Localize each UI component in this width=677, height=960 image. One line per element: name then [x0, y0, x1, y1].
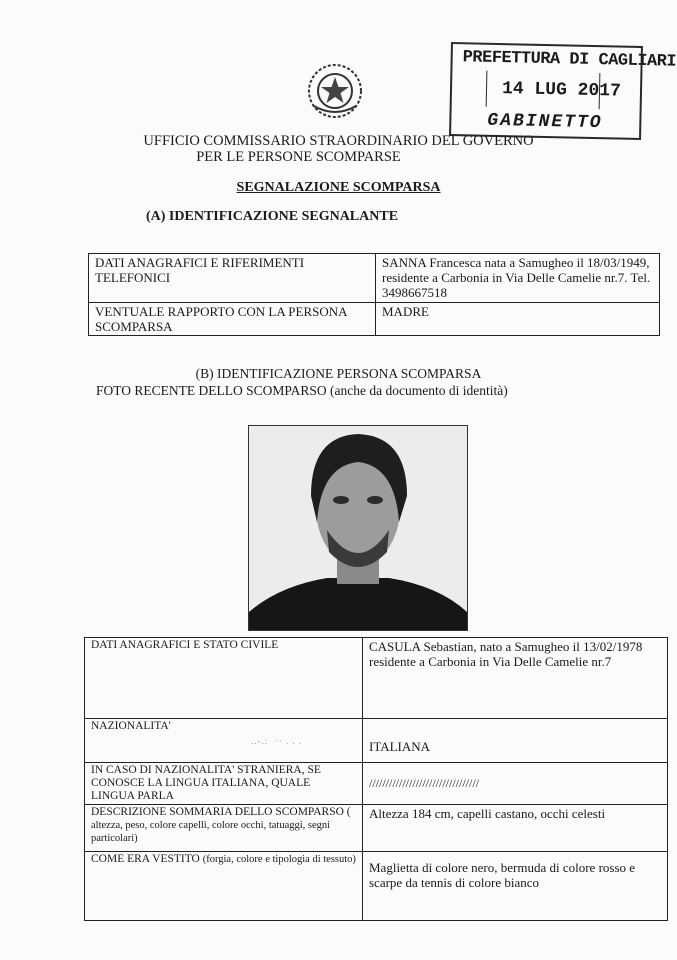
- section-b-title: (B) IDENTIFICAZIONE PERSONA SCOMPARSA: [195, 366, 482, 381]
- relationship-value: MADRE: [376, 303, 660, 336]
- description-label: DESCRIZIONE SOMMARIA DELLO SCOMPARSO (: [91, 806, 351, 818]
- clothing-label-detail: (forgia, colore e tipologia di tessuto): [202, 854, 356, 865]
- description-label-cell: [85, 805, 363, 852]
- civil-status-value: CASULA Sebastian, nato a Samugheo il 13/02/1978 residente a Carbonia in Via Delle Camelie nr.7: [363, 638, 668, 719]
- photo-caption: FOTO RECENTE DELLO SCOMPARSO (anche da documento di identità): [96, 383, 508, 398]
- reporter-data-value: SANNA Francesca nata a Samugheo il 18/03/1949, residente a Carbonia in Via Delle Camelie nr.7. Tel. 3498667518: [376, 254, 660, 303]
- report-title: SEGNALAZIONE SCOMPARSA: [236, 180, 441, 195]
- reporter-table: [88, 253, 660, 336]
- republic-emblem-icon: [306, 62, 364, 120]
- clothing-value: Maglietta di colore nero, bermuda di colore rosso e scarpe da tennis di colore bianco: [363, 852, 668, 921]
- portrait-image: [249, 426, 467, 630]
- stamp-division: GABINETTO: [487, 110, 603, 134]
- clothing-label: COME ERA VESTITO: [91, 853, 200, 865]
- relationship-label: VENTUALE RAPPORTO CON LA PERSONA SCOMPARSA: [89, 303, 376, 336]
- language-label: IN CASO DI NAZIONALITA' STRANIERA, SE CONOSCE LA LINGUA ITALIANA, QUALE LINGUA PARLA: [85, 763, 363, 805]
- table-row: [85, 805, 668, 852]
- table-row: [89, 254, 660, 303]
- stamp-date: 14 LUG 2017: [501, 79, 622, 102]
- missing-person-photo: [248, 425, 468, 631]
- table-row: [85, 852, 668, 921]
- stamp-office: PREFETTURA DI CAGLIARI: [462, 48, 677, 72]
- nationality-label: NAZIONALITA': [91, 720, 171, 732]
- nationality-label-cell: NAZIONALITA' ..-.: ·· . . .: [85, 719, 363, 763]
- clothing-label-cell: [85, 852, 363, 921]
- description-label-detail: altezza, peso, colore capelli, colore occhi, tatuaggi, segni particolari): [91, 820, 331, 844]
- table-row: [85, 638, 668, 719]
- language-value: /////////////////////////////////: [363, 763, 668, 805]
- reporter-data-label: DATI ANAGRAFICI E RIFERIMENTI TELEFONICI: [89, 254, 376, 303]
- description-value: Altezza 184 cm, capelli castano, occhi celesti: [363, 805, 668, 852]
- table-row: [85, 719, 668, 763]
- office-line-2: PER LE PERSONE SCOMPARSE: [196, 149, 401, 165]
- civil-status-label: DATI ANAGRAFICI E STATO CIVILE: [85, 638, 363, 719]
- nationality-value: ITALIANA: [363, 719, 668, 763]
- table-row: [89, 303, 660, 336]
- table-row: [85, 763, 668, 805]
- section-a-title: (A) IDENTIFICAZIONE SEGNALANTE: [146, 209, 399, 224]
- prefecture-stamp: [449, 42, 677, 140]
- office-line-1: UFFICIO COMMISSARIO STRAORDINARIO DEL GOVERNO: [143, 133, 534, 149]
- missing-person-table: [84, 637, 668, 921]
